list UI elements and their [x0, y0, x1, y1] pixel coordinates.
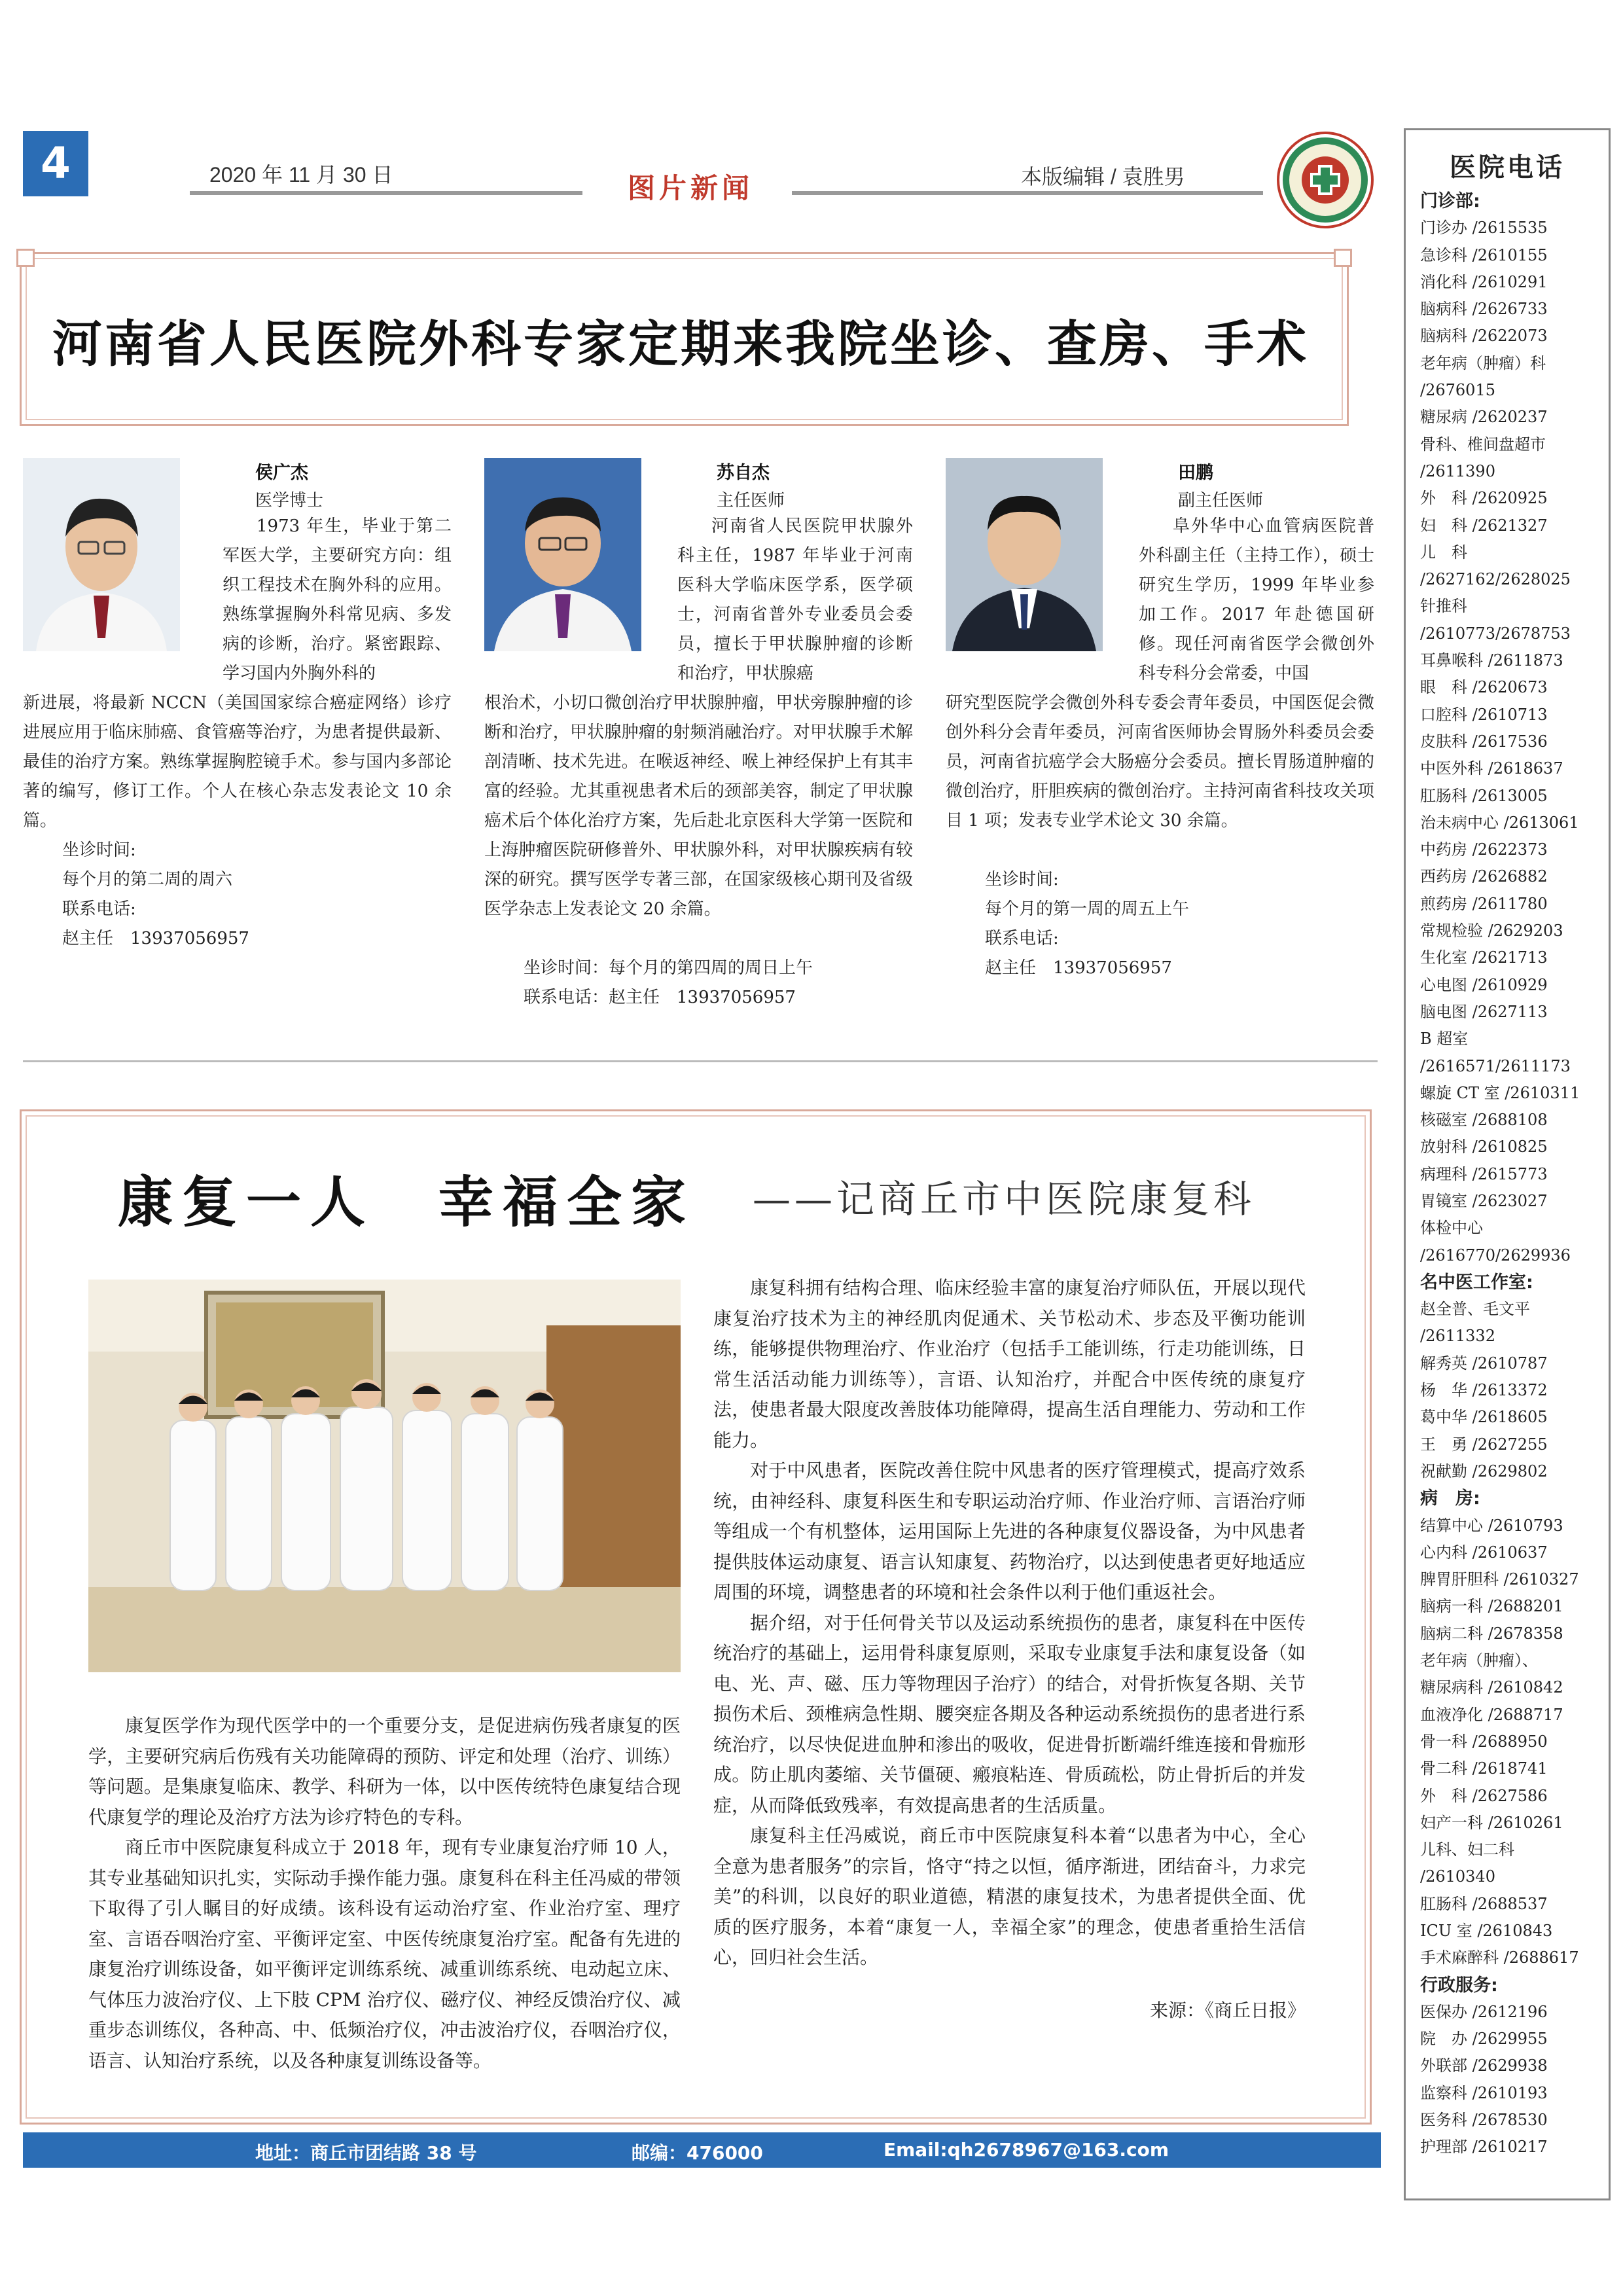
sidebar-title: 医院电话: [1450, 152, 1565, 183]
sidebar-phone-entry: 脑病科 /2622073: [1420, 327, 1548, 346]
sidebar-phone-entry: 王 勇 /2627255: [1420, 1435, 1548, 1454]
sidebar-phone-entry: 脑电图 /2627113: [1420, 1002, 1548, 1021]
sidebar-phone-entry: 煎药房 /2611780: [1420, 894, 1548, 913]
sidebar-phone-entry: 脑病二科 /2678358: [1420, 1624, 1563, 1643]
article2-subtitle: ——记商丘市中医院康复科: [753, 1177, 1256, 1221]
doctor-bio-side: 河南省人民医院甲状腺外科主任，1987 年毕业于河南医科大学临床医学系，医学硕士，河南省普外专业委员会委员，擅长于甲状腺肿瘤的诊断和治疗，甲状腺癌: [677, 516, 913, 683]
sidebar-phone-entry: 中医外科 /2618637: [1420, 759, 1563, 778]
editor-credit: 本版编辑 / 袁胜男: [1021, 165, 1185, 188]
sidebar-phone-entry: /2611332: [1420, 1327, 1495, 1346]
contact-value: 赵主任 13937056957: [985, 958, 1172, 978]
section-divider: [23, 1060, 1378, 1062]
sidebar-phone-entry: 儿科、妇二科: [1420, 1840, 1514, 1859]
sidebar-phone-entry: 门诊办 /2615535: [1420, 219, 1548, 238]
sidebar-phone-entry: 血液净化 /2688717: [1420, 1705, 1563, 1724]
sidebar-phone-entry: 心电图 /2610929: [1420, 975, 1548, 994]
sidebar-phone-entry: 西药房 /2626882: [1420, 867, 1548, 886]
sidebar-phone-entry: 外联部 /2629938: [1420, 2056, 1548, 2075]
sidebar-phone-entry: 骨一科 /2688950: [1420, 1732, 1548, 1751]
sidebar-phone-entry: 核磁室 /2688108: [1420, 1111, 1548, 1130]
sidebar-phone-entry: 脾胃肝胆科 /2610327: [1420, 1570, 1579, 1589]
sidebar-phone-entry: /2616571/2611173: [1420, 1056, 1571, 1075]
sidebar-phone-entry: 杨 华 /2613372: [1420, 1381, 1548, 1400]
sidebar-phone-entry: 妇 科 /2621327: [1420, 516, 1548, 535]
doctor-bio: 新进展，将最新 NCCN（美国国家综合癌症网络）诊疗进展应用于临床肺癌、食管癌等治疗，为患者提供最新、最佳的治疗方案。熟练掌握胸腔镜手术。参与国内多部论著的编写，修订工作。个人在核心杂志发表论文 10 余篇。: [23, 693, 452, 831]
group-photo: [88, 1280, 681, 1672]
footer-address: 地址：商丘市团结路 38 号: [255, 2142, 477, 2164]
sidebar-phone-entry: /2610773/2678753: [1420, 624, 1571, 643]
schedule-value: 每个月的第二周的周六: [62, 870, 233, 889]
sidebar-phone-entry: 医务科 /2678530: [1420, 2111, 1548, 2130]
sidebar-phone-entry: 耳鼻喉科 /2611873: [1420, 651, 1563, 670]
sidebar-phone-entry: ICU 室 /2610843: [1420, 1922, 1553, 1940]
sidebar-category: 名中医工作室:: [1420, 1272, 1533, 1293]
sidebar-phone-entry: 肛肠科 /2613005: [1420, 786, 1548, 805]
sidebar-phone-entry: /2611390: [1420, 461, 1495, 480]
contact-value: 赵主任 13937056957: [62, 929, 249, 948]
sidebar-phone-entry: /2676015: [1420, 381, 1495, 400]
sidebar-phone-entry: 骨科、椎间盘超市: [1420, 435, 1546, 454]
doctor-bio-side: 1973 年生，毕业于第二军医大学，主要研究方向：组织工程技术在胸外科的应用。熟练掌握胸外科常见病、多发病的诊断，治疗。紧密跟踪、学习国内外胸外科的: [223, 516, 452, 683]
doctor-title: 主任医师: [717, 491, 785, 511]
hospital-phone-sidebar: [1404, 128, 1611, 2200]
sidebar-phone-entry: 肛肠科 /2688537: [1420, 1894, 1548, 1913]
paragraph: 康复医学作为现代医学中的一个重要分支，是促进病伤残者康复的医学，主要研究病后伤残有关功能障碍的预防、评定和处理（治疗、训练）等问题。是集康复临床、教学、科研为一体，以中医传统特色康复结合现代康复学的理论及治疗方法为诊疗特色的专科。: [88, 1715, 681, 1828]
sidebar-phone-entry: 口腔科 /2610713: [1420, 705, 1548, 724]
contact-label: 联系电话:: [985, 929, 1059, 948]
schedule-value: 每个月的第一周的周五上午: [985, 899, 1190, 919]
sidebar-phone-entry: 体检中心: [1420, 1219, 1483, 1238]
sidebar-phone-entry: 脑病科 /2626733: [1420, 300, 1548, 319]
sidebar-phone-entry: 院 办 /2629955: [1420, 2030, 1548, 2049]
sidebar-phone-entry: /2610340: [1420, 1867, 1495, 1886]
sidebar-phone-entry: 护理部 /2610217: [1420, 2138, 1548, 2157]
sidebar-phone-entry: 皮肤科 /2617536: [1420, 732, 1548, 751]
doctor-photo: [484, 458, 641, 651]
page-number: 4: [23, 131, 88, 196]
sidebar-phone-entry: 消化科 /2610291: [1420, 272, 1548, 291]
sidebar-phone-entry: 病理科 /2615773: [1420, 1164, 1548, 1183]
doctor-name: 苏自杰: [717, 463, 770, 483]
sidebar-phone-entry: 结算中心 /2610793: [1420, 1516, 1563, 1535]
sidebar-phone-entry: 解秀英 /2610787: [1420, 1354, 1548, 1372]
sidebar-phone-entry: 螺旋 CT 室 /2610311: [1420, 1083, 1580, 1102]
sidebar-phone-entry: 骨二科 /2618741: [1420, 1759, 1548, 1778]
sidebar-phone-entry: 生化室 /2621713: [1420, 948, 1548, 967]
article2-right-column: [713, 1273, 1306, 1973]
sidebar-phone-entry: 眼 科 /2620673: [1420, 678, 1548, 697]
sidebar-phone-entry: 治未病中心 /2613061: [1420, 813, 1579, 832]
sidebar-phone-entry: 祝献勤 /2629802: [1420, 1462, 1548, 1480]
sidebar-phone-entry: 手术麻醉科 /2688617: [1420, 1948, 1579, 1967]
sidebar-phone-entry: 急诊科 /2610155: [1420, 245, 1548, 264]
sidebar-phone-entry: 监察科 /2610193: [1420, 2083, 1548, 2102]
schedule-line: 坐诊时间：每个月的第四周的周日上午: [524, 958, 813, 978]
doctor-name: 侯广杰: [255, 463, 308, 483]
doctor-title: 医学博士: [255, 491, 324, 511]
footer-postcode: 邮编：476000: [632, 2142, 763, 2164]
contact-line: 联系电话：赵主任 13937056957: [524, 988, 796, 1007]
corner-ornament-left: [16, 249, 35, 267]
header-rule-right: [792, 191, 1263, 195]
sidebar-phone-entry: 葛中华 /2618605: [1420, 1408, 1548, 1427]
schedule-label: 坐诊时间:: [62, 840, 136, 860]
doctor-photo: [23, 458, 180, 651]
hospital-logo-icon: [1276, 131, 1374, 229]
issue-date: 2020 年 11 月 30 日: [209, 163, 393, 187]
contact-label: 联系电话:: [62, 899, 136, 919]
sidebar-phone-entry: /2616770/2629936: [1420, 1246, 1571, 1265]
sidebar-phone-entry: /2627162/2628025: [1420, 570, 1571, 589]
sidebar-category: 门诊部:: [1420, 191, 1480, 211]
sidebar-phone-entry: 糖尿病科 /2610842: [1420, 1678, 1563, 1697]
paragraph: 康复科主任冯威说，商丘市中医院康复科本着“以患者为中心，全心全意为患者服务”的宗旨，恪守“持之以恒，循序渐进，团结奋斗，力求完美”的科训，以良好的职业道德，精湛的康复技术，为患者提供全面、优质的医疗服务，本着“康复一人，幸福全家”的理念，使患者重拾生活信心，回归社会生活。: [713, 1825, 1306, 1968]
sidebar-phone-entry: 老年病（肿瘤）、: [1420, 1651, 1538, 1670]
sidebar-phone-entry: 儿 科: [1420, 543, 1467, 562]
sidebar-phone-entry: 常规检验 /2629203: [1420, 922, 1563, 941]
corner-ornament-right: [1334, 249, 1352, 267]
doctor-photo: [946, 458, 1103, 651]
doctor-bio: 根治术，小切口微创治疗甲状腺肿瘤，甲状旁腺肿瘤的诊断和治疗，甲状腺肿瘤的射频消融治疗。对甲状腺手术解剖清晰、技术先进。在喉返神经、喉上神经保护上有其丰富的经验。尤其重视患者术后的颈部美容，制定了甲状腺癌术后个体化治疗方案，先后赴北京医科大学第一医院和上海肿瘤医院研修普外、甲状腺外科，对甲状腺疾病有较深的研究。撰写医学专著三部，在国家级核心期刊及省级医学杂志上发表论文 20 余篇。: [484, 693, 913, 919]
sidebar-phone-entry: 医保办 /2612196: [1420, 2002, 1548, 2021]
footer-bar: [23, 2132, 1381, 2168]
doctor-title: 副主任医师: [1178, 491, 1264, 511]
sidebar-list: [1420, 188, 1603, 2161]
sidebar-phone-entry: 老年病（肿瘤）科: [1420, 353, 1546, 372]
doctor-name: 田鹏: [1178, 463, 1213, 483]
sidebar-category: 行政服务:: [1420, 1975, 1498, 1996]
doctor-bio-side: 阜外华中心血管病医院普外科副主任（主持工作），硕士研究生学历，1999 年毕业参加工作。2017 年赴德国研修。现任河南省医学会微创外科专科分会常委，中国: [1139, 516, 1374, 683]
paragraph: 对于中风患者，医院改善住院中风患者的医疗管理模式，提高疗效系统，由神经科、康复科医生和专职运动治疗师、作业治疗师、言语治疗师等组成一个有机整体，运用国际上先进的各种康复仪器设备，为中风患者提供肢体运动康复、语言认知康复、药物治疗，以达到使患者更好地适应周围的环境，调整患者的环境和社会条件以利于他们重返社会。: [713, 1460, 1306, 1603]
paragraph: 商丘市中医院康复科成立于 2018 年，现有专业康复治疗师 10 人，其专业基础知识扎实，实际动手操作能力强。康复科在科主任冯威的带领下取得了引人瞩目的好成绩。该科设有运动治疗室、作业治疗室、理疗室、言语吞咽治疗室、平衡评定室、中医传统康复治疗室。配备有先进的康复治疗训练设备，如平衡评定训练系统、减重训练系统、电动起立床、气体压力波治疗仪、上下肢 CPM 治疗仪、磁疗仪、神经反馈治疗仪、减重步态训练仪，各种高、中、低频治疗仪，冲击波治疗仪，吞咽治疗仪，语言、认知治疗系统，以及各种康复训练设备等。: [88, 1837, 681, 2072]
sidebar-phone-entry: 妇产一科 /2610261: [1420, 1813, 1563, 1832]
schedule-label: 坐诊时间:: [985, 870, 1059, 889]
footer-email: Email:qh2678967@163.com: [883, 2139, 1169, 2161]
sidebar-phone-entry: 胃镜室 /2623027: [1420, 1191, 1548, 1210]
sidebar-phone-entry: 中药房 /2622373: [1420, 840, 1548, 859]
paragraph: 据介绍，对于任何骨关节以及运动系统损伤的患者，康复科在中医传统治疗的基础上，运用骨科康复原则，采取专业康复手法和康复设备（如电、光、声、磁、压力等物理因子治疗）的结合，对骨折恢复各期、关节损伤术后、颈椎病急性期、腰突症各期及各种运动系统损伤的患者进行系统治疗，以尽快促进血肿和渗出的吸收，促进骨折断端纤维连接和骨痂形成。防止肌肉萎缩、关节僵硬、瘢痕粘连、骨质疏松，防止骨折后的并发症，从而降低致残率，有效提高患者的生活质量。: [713, 1611, 1306, 1816]
section-title: 图片新闻: [627, 172, 753, 204]
article1-title: 河南省人民医院外科专家定期来我院坐诊、查房、手术: [52, 315, 1309, 373]
article2-title: 康复一人 幸福全家: [118, 1170, 696, 1234]
sidebar-phone-entry: 糖尿病 /2620237: [1420, 408, 1548, 427]
sidebar-phone-entry: 外 科 /2627586: [1420, 1786, 1548, 1805]
sidebar-phone-entry: 心内科 /2610637: [1420, 1543, 1548, 1562]
sidebar-phone-entry: 针推科: [1420, 597, 1467, 616]
article2-left-column: [88, 1711, 681, 2076]
sidebar-category: 病 房:: [1420, 1488, 1480, 1509]
sidebar-phone-entry: B 超室: [1420, 1030, 1469, 1049]
doctor-bio: 研究型医院学会微创外科专委会青年委员，中国医促会微创外科分会青年委员，河南省医师协会胃肠外科委员会委员，河南省抗癌学会大肠癌分会委员。擅长胃肠道肿瘤的微创治疗，肝胆疾病的微创治疗。主持河南省科技攻关项目 1 项；发表专业学术论文 30 余篇。: [946, 693, 1374, 831]
sidebar-phone-entry: 脑病一科 /2688201: [1420, 1597, 1563, 1616]
paragraph: 康复科拥有结构合理、临床经验丰富的康复治疗师队伍，开展以现代康复治疗技术为主的神经肌肉促通术、关节松动术、步态及平衡功能训练，能够提供物理治疗、作业治疗（包括手工能训练，行走功能训练，日常生活活动能力训练等），言语、认知治疗，并配合中医传统的康复疗法，使患者最大限度改善肢体功能障碍，提高生活自理能力、劳动和工作能力。: [713, 1277, 1306, 1451]
sidebar-phone-entry: 赵全普、毛文平: [1420, 1300, 1530, 1319]
header-rule-left: [190, 191, 582, 195]
article-source: 来源：《商丘日报》: [1149, 2000, 1306, 2021]
sidebar-phone-entry: 放射科 /2610825: [1420, 1138, 1548, 1157]
sidebar-phone-entry: 外 科 /2620925: [1420, 489, 1548, 508]
